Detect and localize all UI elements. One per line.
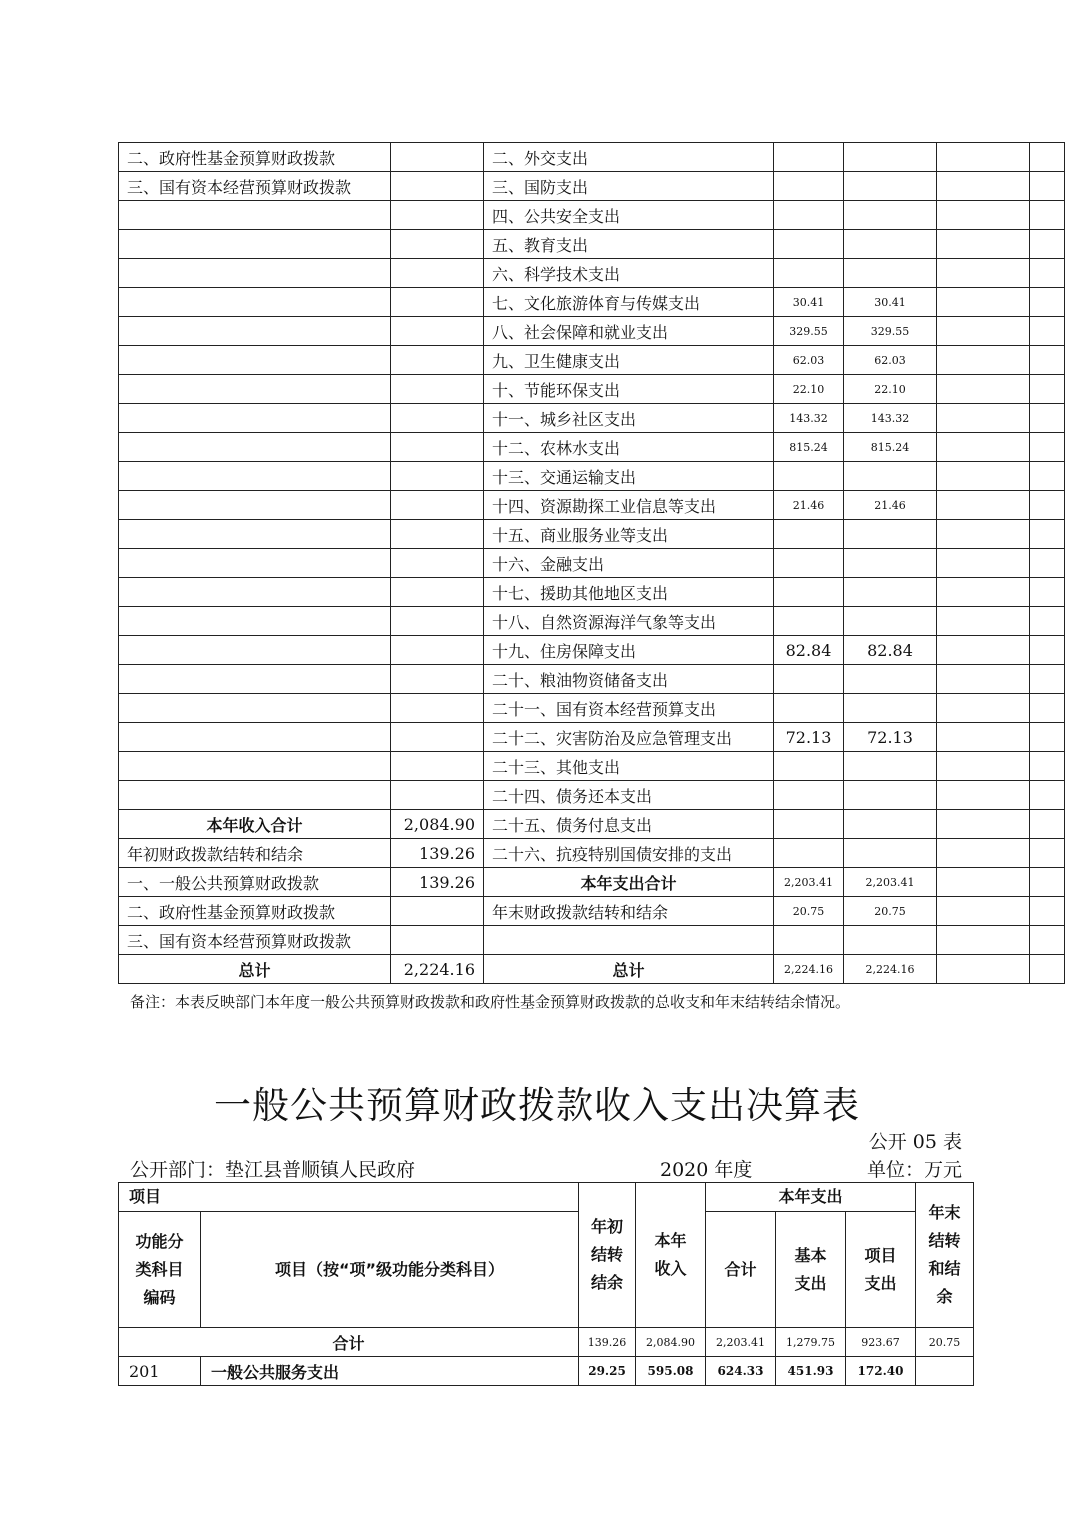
- expense-item: 二十一、国有资本经营预算支出: [484, 694, 774, 723]
- income-item: [119, 433, 391, 462]
- expense-fund: [937, 404, 1030, 433]
- expense-total: 20.75: [774, 897, 844, 926]
- expense-fund: [937, 868, 1030, 897]
- income-amount: [391, 549, 484, 578]
- expense-general: [844, 694, 937, 723]
- expense-total: 329.55: [774, 317, 844, 346]
- expense-capital: [1030, 955, 1065, 984]
- expense-capital: [1030, 781, 1065, 810]
- expense-capital: [1030, 636, 1065, 665]
- expense-total: [774, 259, 844, 288]
- expense-total: [774, 665, 844, 694]
- expense-capital: [1030, 375, 1065, 404]
- income-amount: [391, 433, 484, 462]
- expense-general: [844, 230, 937, 259]
- income-amount: [391, 201, 484, 230]
- income-amount: [391, 694, 484, 723]
- expense-item: 年末财政拨款结转和结余: [484, 897, 774, 926]
- expense-fund: [937, 926, 1030, 955]
- year-label: 2020 年度: [660, 1159, 753, 1181]
- total-end: 20.75: [916, 1328, 974, 1357]
- expense-capital: [1030, 143, 1065, 172]
- income-amount: [391, 491, 484, 520]
- expense-total: [774, 462, 844, 491]
- income-amount: [391, 375, 484, 404]
- table-row: [119, 752, 1065, 781]
- income-item: [119, 317, 391, 346]
- expense-fund: [937, 230, 1030, 259]
- expense-total: 21.46: [774, 491, 844, 520]
- income-item: 三、国有资本经营预算财政拨款: [119, 926, 391, 955]
- expense-general: [844, 520, 937, 549]
- income-amount: [391, 723, 484, 752]
- table-row: [119, 172, 1065, 201]
- unit-label: 单位：万元: [866, 1159, 962, 1181]
- expense-item: 七、文化旅游体育与传媒支出: [484, 288, 774, 317]
- row-end: [916, 1357, 974, 1386]
- table-note: 备注：本表反映部门本年度一般公共预算财政拨款和政府性基金预算财政拨款的总收支和年末结转结余情况。: [130, 993, 851, 1011]
- income-amount: [391, 404, 484, 433]
- department-label: 公开部门：垫江县普顺镇人民政府: [130, 1159, 416, 1181]
- expense-fund: [937, 752, 1030, 781]
- expense-item: 三、国防支出: [484, 172, 774, 201]
- income-amount: [391, 259, 484, 288]
- expense-capital: [1030, 346, 1065, 375]
- expense-general: [844, 578, 937, 607]
- expense-item: 十一、城乡社区支出: [484, 404, 774, 433]
- expense-fund: [937, 781, 1030, 810]
- expense-item: 二十三、其他支出: [484, 752, 774, 781]
- page-title: 一般公共预算财政拨款收入支出决算表: [214, 1084, 860, 1127]
- total-proj: 923.67: [846, 1328, 916, 1357]
- table-row: [119, 694, 1065, 723]
- expense-total: [774, 810, 844, 839]
- expense-capital: [1030, 897, 1065, 926]
- expense-general: [844, 781, 937, 810]
- income-amount: 139.26: [391, 839, 484, 868]
- general-budget-table: [118, 1182, 974, 1386]
- header-code: 功能分类科目编码: [119, 1212, 201, 1328]
- expense-total: [774, 752, 844, 781]
- expense-capital: [1030, 665, 1065, 694]
- income-amount: [391, 143, 484, 172]
- income-amount: [391, 607, 484, 636]
- income-amount: 139.26: [391, 868, 484, 897]
- expense-fund: [937, 317, 1030, 346]
- income-item: [119, 404, 391, 433]
- income-item: [119, 549, 391, 578]
- income-amount: 2,224.16: [391, 955, 484, 984]
- expense-total: 82.84: [774, 636, 844, 665]
- table-row: [119, 607, 1065, 636]
- expense-item: 二十二、灾害防治及应急管理支出: [484, 723, 774, 752]
- expense-fund: [937, 636, 1030, 665]
- expense-general: [844, 201, 937, 230]
- table-row: [119, 520, 1065, 549]
- expense-item: 二十四、债务还本支出: [484, 781, 774, 810]
- table-row: [119, 810, 1065, 839]
- expense-item: 十七、援助其他地区支出: [484, 578, 774, 607]
- total-label: 合计: [119, 1328, 579, 1357]
- expense-capital: [1030, 288, 1065, 317]
- expense-total: [774, 926, 844, 955]
- expense-general: [844, 143, 937, 172]
- expense-general: [844, 752, 937, 781]
- expense-item: 八、社会保障和就业支出: [484, 317, 774, 346]
- expense-item: 九、卫生健康支出: [484, 346, 774, 375]
- expense-fund: [937, 433, 1030, 462]
- expense-item: 五、教育支出: [484, 230, 774, 259]
- table-row: [119, 955, 1065, 984]
- table-row: [119, 781, 1065, 810]
- expense-total: 30.41: [774, 288, 844, 317]
- expense-fund: [937, 549, 1030, 578]
- expense-capital: [1030, 607, 1065, 636]
- row-total: 624.33: [706, 1357, 776, 1386]
- expense-fund: [937, 694, 1030, 723]
- table-row: [119, 868, 1065, 897]
- expense-fund: [937, 955, 1030, 984]
- table-row: [119, 1357, 974, 1386]
- expense-total: 815.24: [774, 433, 844, 462]
- income-item: 年初财政拨款结转和结余: [119, 839, 391, 868]
- table-row: [119, 259, 1065, 288]
- expense-total: [774, 143, 844, 172]
- expense-fund: [937, 810, 1030, 839]
- expense-general: 143.32: [844, 404, 937, 433]
- expense-total: 62.03: [774, 346, 844, 375]
- expense-capital: [1030, 317, 1065, 346]
- expense-total: [774, 781, 844, 810]
- expense-capital: [1030, 520, 1065, 549]
- expense-capital: [1030, 172, 1065, 201]
- expense-fund: [937, 288, 1030, 317]
- income-amount: [391, 346, 484, 375]
- row-proj: 172.40: [846, 1357, 916, 1386]
- expense-fund: [937, 665, 1030, 694]
- income-amount: [391, 665, 484, 694]
- expense-general: [844, 665, 937, 694]
- income-amount: [391, 578, 484, 607]
- expense-capital: [1030, 491, 1065, 520]
- expense-general: 22.10: [844, 375, 937, 404]
- income-item: 三、国有资本经营预算财政拨款: [119, 172, 391, 201]
- income-item: [119, 752, 391, 781]
- table-row: [119, 143, 1065, 172]
- expense-total: 143.32: [774, 404, 844, 433]
- table-number: 公开 05 表: [868, 1131, 962, 1153]
- income-amount: [391, 781, 484, 810]
- expense-capital: [1030, 694, 1065, 723]
- header-year-income: 本年收入: [636, 1183, 706, 1328]
- header-proj: 项目支出: [846, 1212, 916, 1328]
- expense-general: 72.13: [844, 723, 937, 752]
- expense-fund: [937, 143, 1030, 172]
- expense-general: 30.41: [844, 288, 937, 317]
- expense-capital: [1030, 201, 1065, 230]
- expense-total: [774, 172, 844, 201]
- expense-total: 2,203.41: [774, 868, 844, 897]
- fiscal-summary-table: [118, 142, 1065, 984]
- expense-item: 二、外交支出: [484, 143, 774, 172]
- income-item: 一、一般公共预算财政拨款: [119, 868, 391, 897]
- expense-general: 20.75: [844, 897, 937, 926]
- income-item: [119, 636, 391, 665]
- income-item: [119, 288, 391, 317]
- expense-item: 十九、住房保障支出: [484, 636, 774, 665]
- income-item: 二、政府性基金预算财政拨款: [119, 897, 391, 926]
- income-item: [119, 491, 391, 520]
- expense-general: 2,224.16: [844, 955, 937, 984]
- table-row: [119, 491, 1065, 520]
- expense-general: [844, 607, 937, 636]
- expense-total: [774, 230, 844, 259]
- expense-total: [774, 578, 844, 607]
- income-amount: [391, 462, 484, 491]
- expense-capital: [1030, 868, 1065, 897]
- expense-item: 十六、金融支出: [484, 549, 774, 578]
- expense-general: [844, 839, 937, 868]
- income-amount: [391, 520, 484, 549]
- header-project: 项目: [119, 1183, 579, 1212]
- header-year-expense: 本年支出: [706, 1183, 916, 1212]
- income-item: [119, 607, 391, 636]
- table-row: [119, 288, 1065, 317]
- expense-item: [484, 926, 774, 955]
- expense-item: 总计: [484, 955, 774, 984]
- expense-capital: [1030, 230, 1065, 259]
- table-row: [119, 578, 1065, 607]
- expense-fund: [937, 201, 1030, 230]
- table-row: [119, 346, 1065, 375]
- income-amount: [391, 172, 484, 201]
- row-name: 一般公共服务支出: [201, 1357, 579, 1386]
- row-income: 595.08: [636, 1357, 706, 1386]
- row-basic: 451.93: [776, 1357, 846, 1386]
- income-item: [119, 462, 391, 491]
- expense-fund: [937, 462, 1030, 491]
- expense-item: 十、节能环保支出: [484, 375, 774, 404]
- table-row: [119, 549, 1065, 578]
- expense-general: [844, 549, 937, 578]
- expense-general: 82.84: [844, 636, 937, 665]
- expense-fund: [937, 346, 1030, 375]
- expense-capital: [1030, 839, 1065, 868]
- table-row: [119, 897, 1065, 926]
- row-begin: 29.25: [579, 1357, 636, 1386]
- header-basic: 基本支出: [776, 1212, 846, 1328]
- table-row: [119, 723, 1065, 752]
- expense-item: 十五、商业服务业等支出: [484, 520, 774, 549]
- expense-item: 十四、资源勘探工业信息等支出: [484, 491, 774, 520]
- header-end-balance: 年末结转和结余: [916, 1183, 974, 1328]
- income-item: [119, 578, 391, 607]
- expense-item: 四、公共安全支出: [484, 201, 774, 230]
- income-item: 本年收入合计: [119, 810, 391, 839]
- expense-total: 22.10: [774, 375, 844, 404]
- expense-item: 十三、交通运输支出: [484, 462, 774, 491]
- income-amount: [391, 752, 484, 781]
- income-item: 总计: [119, 955, 391, 984]
- total-basic: 1,279.75: [776, 1328, 846, 1357]
- income-amount: [391, 897, 484, 926]
- table-row: [119, 375, 1065, 404]
- table-row: [119, 926, 1065, 955]
- table-row: [119, 636, 1065, 665]
- income-item: [119, 723, 391, 752]
- expense-general: [844, 172, 937, 201]
- expense-capital: [1030, 810, 1065, 839]
- total-begin: 139.26: [579, 1328, 636, 1357]
- expense-general: 329.55: [844, 317, 937, 346]
- table-row: [119, 665, 1065, 694]
- expense-total: 72.13: [774, 723, 844, 752]
- expense-fund: [937, 607, 1030, 636]
- expense-capital: [1030, 404, 1065, 433]
- total-row: [119, 1328, 974, 1357]
- expense-total: [774, 201, 844, 230]
- expense-general: [844, 259, 937, 288]
- expense-item: 二十五、债务付息支出: [484, 810, 774, 839]
- header-total: 合计: [706, 1212, 776, 1328]
- expense-general: [844, 926, 937, 955]
- table-row: [119, 201, 1065, 230]
- expense-total: [774, 607, 844, 636]
- expense-fund: [937, 723, 1030, 752]
- expense-capital: [1030, 752, 1065, 781]
- income-amount: [391, 317, 484, 346]
- income-item: [119, 781, 391, 810]
- expense-item: 本年支出合计: [484, 868, 774, 897]
- expense-general: 21.46: [844, 491, 937, 520]
- header-begin-balance: 年初结转结余: [579, 1183, 636, 1328]
- expense-fund: [937, 375, 1030, 404]
- expense-fund: [937, 491, 1030, 520]
- expense-item: 六、科学技术支出: [484, 259, 774, 288]
- income-item: [119, 201, 391, 230]
- table-row: [119, 317, 1065, 346]
- expense-capital: [1030, 549, 1065, 578]
- income-item: [119, 375, 391, 404]
- expense-fund: [937, 839, 1030, 868]
- expense-fund: [937, 578, 1030, 607]
- expense-general: 815.24: [844, 433, 937, 462]
- income-item: [119, 694, 391, 723]
- table-row: [119, 433, 1065, 462]
- expense-item: 二十、粮油物资储备支出: [484, 665, 774, 694]
- expense-capital: [1030, 433, 1065, 462]
- income-item: [119, 230, 391, 259]
- expense-capital: [1030, 259, 1065, 288]
- income-amount: [391, 926, 484, 955]
- total-income: 2,084.90: [636, 1328, 706, 1357]
- expense-general: [844, 462, 937, 491]
- expense-total: [774, 839, 844, 868]
- expense-general: 62.03: [844, 346, 937, 375]
- expense-capital: [1030, 578, 1065, 607]
- table-row: [119, 839, 1065, 868]
- table-row: [119, 462, 1065, 491]
- expense-total: [774, 549, 844, 578]
- income-amount: [391, 288, 484, 317]
- expense-capital: [1030, 723, 1065, 752]
- table-row: [119, 404, 1065, 433]
- expense-capital: [1030, 462, 1065, 491]
- total-expense: 2,203.41: [706, 1328, 776, 1357]
- income-item: [119, 346, 391, 375]
- expense-general: 2,203.41: [844, 868, 937, 897]
- income-item: 二、政府性基金预算财政拨款: [119, 143, 391, 172]
- expense-fund: [937, 259, 1030, 288]
- expense-item: 十八、自然资源海洋气象等支出: [484, 607, 774, 636]
- expense-fund: [937, 520, 1030, 549]
- expense-fund: [937, 172, 1030, 201]
- expense-item: 二十六、抗疫特别国债安排的支出: [484, 839, 774, 868]
- income-item: [119, 259, 391, 288]
- expense-item: 十二、农林水支出: [484, 433, 774, 462]
- row-code: 201: [119, 1357, 201, 1386]
- expense-fund: [937, 897, 1030, 926]
- income-amount: [391, 636, 484, 665]
- expense-general: [844, 810, 937, 839]
- income-item: [119, 665, 391, 694]
- expense-total: 2,224.16: [774, 955, 844, 984]
- expense-capital: [1030, 926, 1065, 955]
- table-row: [119, 230, 1065, 259]
- expense-total: [774, 694, 844, 723]
- header-item: 项目（按“项”级功能分类科目）: [201, 1212, 579, 1328]
- income-amount: [391, 230, 484, 259]
- income-amount: 2,084.90: [391, 810, 484, 839]
- income-item: [119, 520, 391, 549]
- expense-total: [774, 520, 844, 549]
